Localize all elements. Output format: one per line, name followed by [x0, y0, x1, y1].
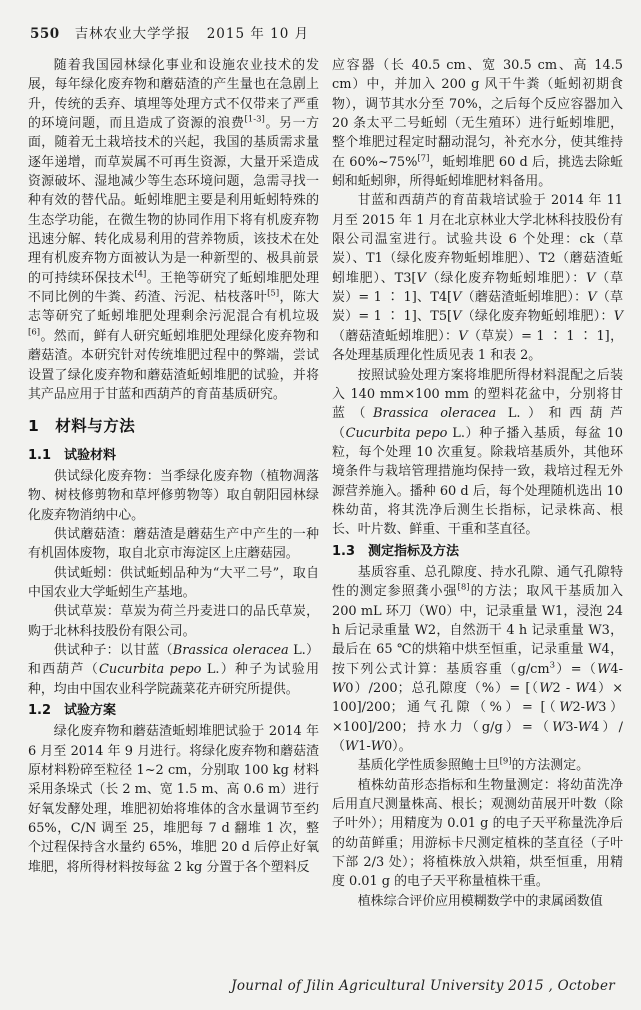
paragraph: 供试草炭：草炭为荷兰丹麦进口的品氏草炭，购于北林科技股份有限公司。 — [28, 604, 319, 639]
subsection-heading: 1.2 试验方案 — [28, 703, 117, 718]
paragraph: 供试种子：以甘蓝（Brassica oleracea L.）和西葫芦（Cucurbita pepo L.）种子为试验用种，均由中国农业科学院蔬菜花卉研究所提供。 — [28, 642, 319, 697]
journal-title: 吉林农业大学学报 — [74, 26, 191, 42]
paragraph: 供试蘑菇渣：蘑菇渣是蘑菇生产中产生的一种有机固体废物，取自北京市海淀区上庄蘑菇园。 — [28, 526, 319, 562]
paragraph: 供试蚯蚓：供试蚯蚓品种为“大平二号”，取自中国农业大学蚯蚓生产基地。 — [28, 565, 319, 600]
subsection-heading: 1.1 试验材料 — [28, 447, 117, 463]
left-column — [28, 56, 319, 911]
paragraph: 植株综合评价应用模糊数学中的隶属函数值 — [357, 893, 603, 909]
paragraph: 应容器（长 40.5 cm、宽 30.5 cm、高 14.5 cm）中，并加入 200 g 风干牛粪（蚯蚓初期食物），调节其水分至 70%，之后每个反应容器加入 20 条太平二号蚯蚓（无生殖环）进行蚯蚓堆肥，整个堆肥过程定时翻动混匀，补充水分，使其维持在 60%~75%[7]，蚯蚓堆肥 60 d 后，挑选去除蚯蚓和蚯蚓卵，所得蚯蚓堆肥材料备用。 — [332, 58, 623, 190]
right-column — [332, 56, 623, 911]
paragraph: 植株幼苗形态指标和生物量测定：将幼苗洗净后用直尺测量株高、根长；观测幼苗展开叶数（除子叶外）；用精度为 0.01 g 的电子天平称量洗净后的幼苗鲜重；用游标卡尺测定植株的茎直径（子叶下部 2/3 处）；将植株放入烘箱，烘至恒重，用精度 0.01 g 的电子天平称量植株干重。 — [332, 777, 623, 890]
issue-date: 2015 年 10 月 — [206, 26, 310, 42]
section-heading: 1 材料与方法 — [28, 417, 136, 436]
paragraph: 甘蓝和西葫芦的育苗栽培试验于 2014 年 11 月至 2015 年 1 月在北京林业大学北林科技股份有限公司温室进行。试验共设 6 个处理：ck（草炭）、T1（绿化废弃物蚯蚓堆肥）、T2（蘑菇渣蚯蚓堆肥）、T3[V（绿化废弃物蚯蚓堆肥）：V（草炭）= 1 ∶ 1]、T4[V（蘑菇渣蚯蚓堆肥）：V（草炭）= 1 ∶ 1]、T5[V（绿化废弃物蚯蚓堆肥）：V（蘑菇渣蚯蚓堆肥）：V（草炭）= 1 ∶ 1 ∶ 1]，各处理基质理化性质见表 1 和表 2。 — [332, 193, 623, 364]
paragraph: 按照试验处理方案将堆肥所得材料混配之后装入 140 mm×100 mm 的塑料花盆中，分别将甘蓝（Brassica oleracea L.）和西葫芦（Cucurbita pepo L.）种子播入基质，每盆 10 粒，每个处理 10 次重复。除栽培基质外，其他环境条件与栽培管理措施均保持一致，栽培过程无外源营养施入。播种 60 d 后，每个处理随机选出 10 株幼苗，将其洗净后测生长指标，记录株高、根长、叶片数、鲜重、干重和茎直径。 — [332, 367, 623, 538]
page-number: 550 — [30, 26, 60, 42]
paragraph: 基质容重、总孔隙度、持水孔隙、通气孔隙特性的测定参照龚小强[8]的方法；取风干基质加入 200 mL 环刀（W0）中，记录重量 W1，浸泡 24 h 后记录重量 W2，自然沥干 4 h 记录重量 W3，最后在 65 ℃的烘箱中烘至恒重，记录重量 W4，按下列公式计算：基质容重$(g/cm^3)=(W4-W0)/200$；总孔隙度（%）= [（W2 - W4）× 100]/200；通气孔隙（%）= [（W2-W3）×100]/200；持水力（g/g）=（W3-W4）/（W1-W0）。 — [332, 564, 624, 755]
page-header — [30, 22, 615, 42]
journal-footer: Journal of Jilin Agricultural University 2015 , October — [231, 978, 615, 994]
two-column-body — [28, 56, 623, 911]
paragraph: 基质化学性质参照鲍士旦[9]的方法测定。 — [357, 757, 589, 774]
paragraph: 随着我国园林绿化事业和设施农业技术的发展，每年绿化废弃物和蘑菇渣的产生量也在急剧上升，传统的丢弃、填埋等处理方式不仅带来了严重的环境问题，而且造成了资源的浪费[1-3]。另一方面，随着无土栽培技术的兴起，我国的基质需求量逐年递增，而草炭属不可再生资源，大量开采造成资源破坏、湿地减少等生态环境问题，急需寻找一种有效的替代品。蚯蚓堆肥主要是利用蚯蚓特殊的生态学功能，在微生物的协同作用下将有机废弃物迅速分解、转化成易利用的营养物质，该技术在处理有机废弃物方面被认为是一种新型的、极具前景的可持续环保技术[4]。王艳等研究了蚯蚓堆肥处理不同比例的牛粪、药渣、污泥、枯枝落叶[5]，陈大志等研究了蚯蚓堆肥处理剩余污泥混合有机垃圾[6]。然而，鲜有人研究蚯蚓堆肥处理绿化废弃物和蘑菇渣。本研究针对传统堆肥过程中的弊端，尝试设置了绿化废弃物和蘑菇渣蚯蚓堆肥的试验，并将其产品应用于甘蓝和西葫芦的育苗基质研究。 — [28, 58, 320, 402]
paragraph: 供试绿化废弃物：当季绿化废弃物（植物凋落物、树枝修剪物和草坪修剪物等）取自朝阳园林绿化废弃物消纳中心。 — [28, 468, 319, 523]
paragraph: 绿化废弃物和蘑菇渣蚯蚓堆肥试验于 2014 年 6 月至 2014 年 9 月进行。将绿化废弃物和蘑菇渣原材料粉碎至粒径 1~2 cm，分别取 100 kg 材料采用条垛式（长 2 m、宽 1.5 m、高 0.6 m）进行好氧发酵处理，堆肥初始将堆体的含水量调节至约 65%，C/N 调至 25，堆肥每 7 d 翻堆 1 次，整个过程保持含水量约 65%，堆肥 20 d 后停止好氧堆肥，将所得材料按每盆 2 kg 分置于各个塑料反 — [28, 724, 319, 875]
subsection-heading: 1.3 测定指标及方法 — [332, 543, 460, 559]
